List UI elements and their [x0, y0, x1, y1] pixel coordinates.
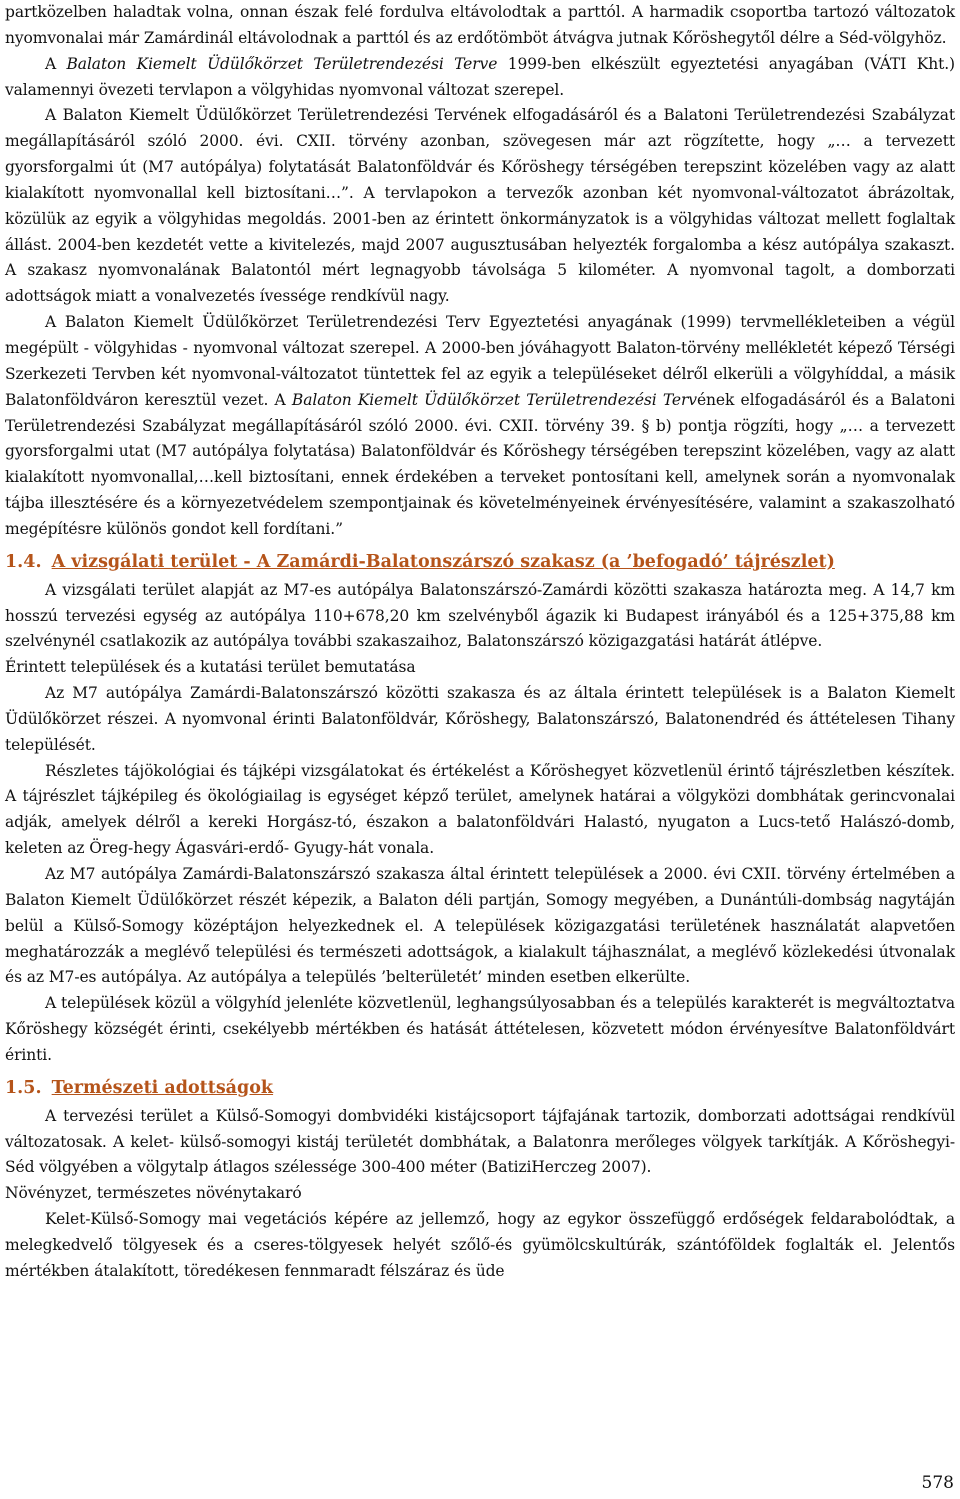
paragraph — [5, 759, 955, 862]
page-number: 578 — [921, 1473, 954, 1493]
document-page — [5, 0, 955, 1285]
section-number: 1.5. — [5, 1077, 42, 1098]
paragraph — [5, 862, 955, 991]
text-run: A — [45, 54, 67, 73]
paragraph — [5, 310, 955, 543]
text-run: A tervezési terület a Külső-Somogyi dombvidéki kistájcsoport tájfajának tartozik, domborzati adottságai rendkívül változatosak. A kelet- külső-somogyi kistáj területét dombhátak, a Balatonra merőleges völgyek tarkítják. A Kőröshegyi-Séd völgyében a völgytalp átlagos szélessége 300-400 méter (BatiziHerczeg 2007). — [5, 1106, 955, 1177]
text-run: Az M7 autópálya Zamárdi-Balatonszárszó szakasza által érintett települések a 2000. évi CXII. törvény értelmében a Balaton Kiemelt Üdülőkörzet részét képezik, a Balaton déli partján, Somogy megyében, a Dunántúli-dombság nagytáján belül a Külső-Somogy középtájon helyezkednek el. A települések közigazgatási területének használatát alapvetően meghatározzák a meglévő települési és természeti adottságok, a kialakult tájhasználat, a meglévő közlekedési útvonalak és az M7-es autópálya. Az autópálya a település ’belterületét’ minden esetben elkerülte. — [5, 865, 955, 987]
paragraph — [5, 52, 955, 104]
italic-text: Balaton Kiemelt Üdülőkörzet Területrendezési Terve — [66, 54, 498, 73]
paragraph — [5, 578, 955, 656]
paragraph — [5, 681, 955, 759]
text-run: A Balaton Kiemelt Üdülőkörzet Területrendezési Tervének elfogadásáról és a Balatoni Területrendezési Szabályzat megállapításáról szóló 2000. évi. CXII. törvény azonban, szövegesen már azt rögzítette, hogy „… a tervezett gyorsforgalmi út (M7 autópálya) folytatását Balatonföldvár és Kőröshegy térségében terepszint közelében vagy az alatt kialakított nyomvonallal kell biztosítani…”. A tervlapokon a tervezők azonban két nyomvonal-változatot ábrázoltak, közülük az egyik a völgyhidas megoldás. 2001-ben az érintett önkormányzatok is a völgyhidas változat mellett foglaltak állást. 2004-ben kezdetét vette a kivitelezés, majd 2007 augusztusában helyezték forgalomba a kész autópálya szakaszt. A szakasz nyomvonalának Balatontól mért legnagyobb távolsága 5 kilométer. A nyomvonal tagolt, a domborzati adottságok miatt a vonalvezetés ívessége rendkívül nagy. — [5, 106, 955, 306]
paragraphs-mid — [5, 578, 955, 656]
paragraph — [5, 0, 955, 52]
paragraph — [5, 1207, 955, 1285]
section-heading-1-4 — [5, 549, 955, 575]
section-title: Természeti adottságok — [51, 1077, 274, 1098]
text-run: Részletes tájökológiai és tájképi vizsgálatokat és értékelést a Kőröshegyet közvetlenül érintő tájrészletben készítek. A tájrészlet tájképileg és ökológiailag is egységet képző terület, amelynek határai a völgyközi dombhátak gerincvonalai adják, amelyek délről a kereki Horgász-tó, északon a balatonföldvári Halastó, nyugaton a Lucs-tető Halászó-domb, keleten az Öreg-hegy Ágasvári-erdő- Gyugy-hát vonala. — [5, 761, 955, 858]
text-run: partközelben haladtak volna, onnan észak felé fordulva eltávolodtak a parttól. A harmadik csoportba tartozó változatok nyomvonalai már Zamárdinál eltávolodnak a parttól és az erdőtömböt átvágva jutnak Kőröshegytől délre a Séd-völgyhöz. — [5, 3, 955, 47]
text-run: ének elfogadásáról és a Balatoni Területrendezési Szabályzat megállapításáról szóló 2000. évi. CXII. törvény 39. § b) pontja rögzíti, hogy „… a tervezett gyorsforgalmi utat (M7 autópálya folytatása) Balatonföldvár és Kőröshegy térségében terepszint közelében, vagy az alatt kialakított nyomvonallal,…kell biztosítani, ennek érdekében a terveket pontosítani kell, amelynek során a nyomvonalak tájba illesztésére és a környezetvédelem szempontjainak és követelményeinek érvényesítésére, valamint a szakaszolható megépítésre különös gondot kell fordítani.” — [5, 390, 955, 538]
paragraph — [5, 1104, 955, 1182]
text-run: 1999-ben elkészült egyeztetési anyagában (VÁTI Kht.) valamennyi övezeti tervlapon a völgyhidas nyomvonal változat szerepel. — [5, 54, 955, 99]
paragraphs-top — [5, 0, 955, 543]
text-run: A Balaton Kiemelt Üdülőkörzet Területrendezési Terv Egyeztetési anyagának (1999) tervmellékleteiben a végül megépült - völgyhidas - nyomvonal változat szerepel. A 2000-ben jóváhagyott Balaton-törvény mellékletét képező Térségi Szerkezeti Tervben két nyomvonal-változatot tüntettek fel az egyik a településeket délről elkerüli a völgyhíddal, a másik Balatonföldváron keresztül vezet. A — [5, 313, 955, 409]
text-run: A települések közül a völgyhíd jelenléte közvetlenül, leghangsúlyosabban és a település karakterét is megváltoztatva Kőröshegy községét érinti, csekélyebb mértékben és hatását áttételesen, közvetett módon érvényesítve Balatonföldvárt érinti. — [5, 994, 955, 1064]
italic-text: Balaton Kiemelt Üdülőkörzet Területrendezési Terv — [291, 390, 697, 409]
section-title: A vizsgálati terület - A Zamárdi-Balatonszárszó szakasz (a ’befogadó’ tájrészlet) — [51, 551, 835, 572]
paragraphs-mid2 — [5, 681, 955, 1069]
paragraph — [5, 103, 955, 310]
section-number: 1.4. — [5, 551, 42, 572]
paragraph — [5, 991, 955, 1069]
subheading: Növényzet, természetes növénytakaró — [5, 1184, 302, 1203]
paragraphs-bottom — [5, 1104, 955, 1182]
text-run: A vizsgálati terület alapját az M7-es autópálya Balatonszárszó-Zamárdi közötti szakasza határozta meg. A 14,7 km hosszú tervezési egység az autópálya 110+678,20 km szelvényből ágazik ki Budapest irányából és a 125+375,88 km szelvénynél csatlakozik az autópálya további szakaszaihoz, Balatonszárszó közigazgatási határát átlépve. — [5, 580, 955, 651]
section-heading-1-5 — [5, 1075, 955, 1101]
subheading: Érintett települések és a kutatási terület bemutatása — [5, 658, 416, 677]
text-run: Kelet-Külső-Somogy mai vegetációs képére az jellemző, hogy az egykor összefüggő erdőségek feldarabolódtak, a melegkedvelő tölgyesek és a cseres-tölgyesek helyét szőlő-és gyümölcskultúrák, szántóföldek foglalták el. Jelentős mértékben átalakított, töredékesen fennmaradt félszáraz és üde — [5, 1210, 955, 1280]
paragraphs-last — [5, 1207, 955, 1285]
text-run: Az M7 autópálya Zamárdi-Balatonszárszó közötti szakasza és az általa érintett települések is a Balaton Kiemelt Üdülőkörzet részei. A nyomvonal érinti Balatonföldvár, Kőröshegy, Balatonszárszó, Balatonendréd és áttételesen Tihany települését. — [5, 684, 955, 754]
